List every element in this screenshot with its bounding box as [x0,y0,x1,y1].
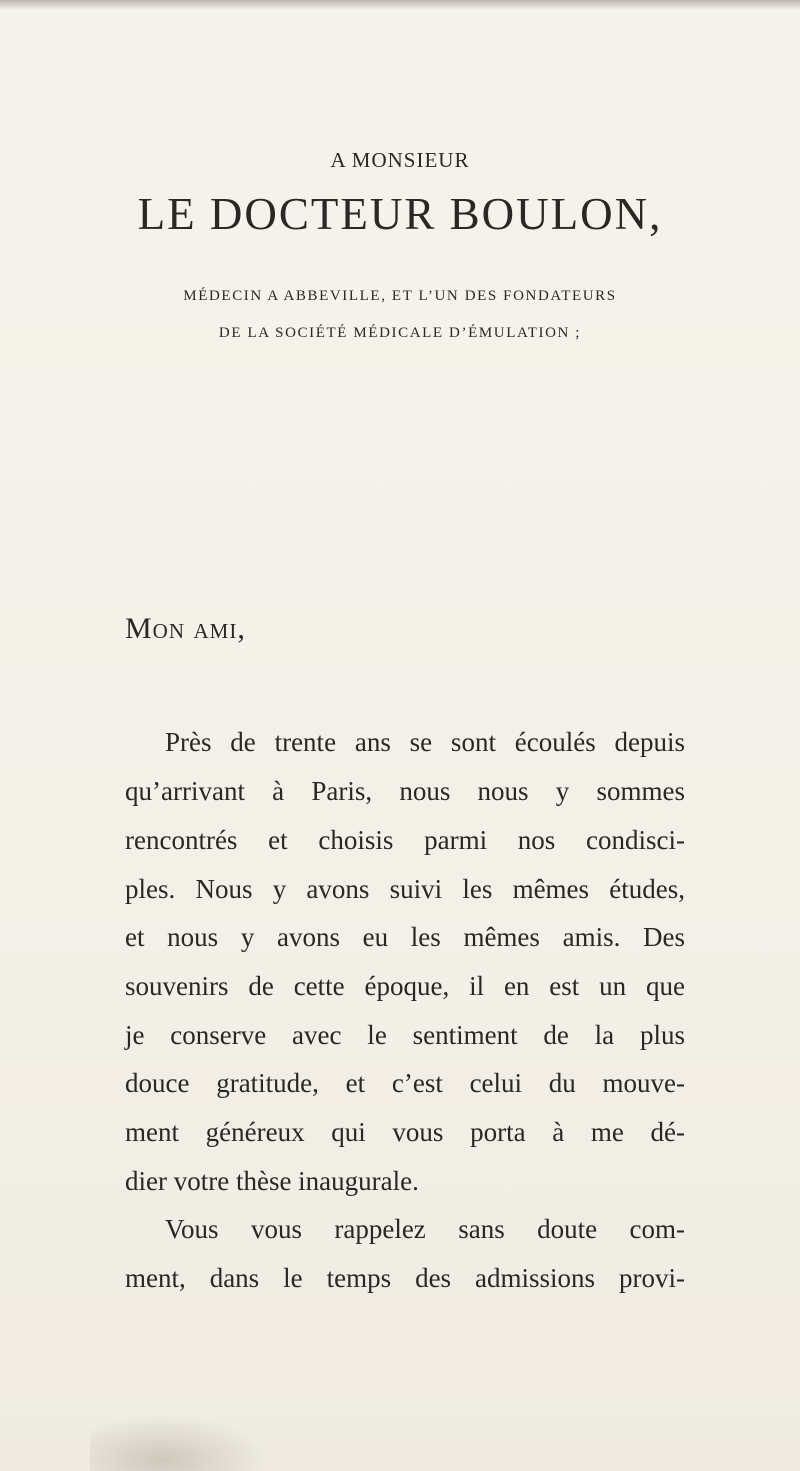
letter-text-line: qu’arrivant à Paris, nous nous y sommes [125,776,685,806]
paper-stain [90,1415,270,1471]
dedication-description-line: DE LA SOCIÉTÉ MÉDICALE D’ÉMULATION ; [218,325,582,341]
letter-text-line: Près de trente ans se sont écoulés depuis [165,727,685,757]
letter-text-line: dier votre thèse inaugurale. [125,1166,419,1196]
letter-text-line: ples. Nous y avons suivi les mêmes études, [125,874,685,904]
letter-text-line: ment, dans le temps des admissions provi- [125,1263,685,1293]
page-edge-shadow [0,0,800,10]
dedication-description-line: MÉDECIN A ABBEVILLE, ET L’UN DES FONDATEURS [183,288,617,304]
letter-text-line: et nous y avons eu les mêmes amis. Des [125,922,685,952]
dedication-addressee-line: A MONSIEUR [330,148,470,172]
letter-text-line: je conserve avec le sentiment de la plus [125,1020,685,1050]
letter-text-line: souvenirs de cette époque, il en est un que [125,971,685,1001]
letter-text-line: ment généreux qui vous porta à me dé- [125,1117,685,1147]
letter-text-line: rencontrés et choisis parmi nos condisci- [125,825,685,855]
dedication-title: LE DOCTEUR BOULON, [137,189,663,239]
letter-text-line: douce gratitude, et c’est celui du mouve- [125,1068,685,1098]
letter-text-line: Vous vous rappelez sans doute com- [165,1214,685,1244]
letter-salutation: Mon ami, [125,612,246,645]
